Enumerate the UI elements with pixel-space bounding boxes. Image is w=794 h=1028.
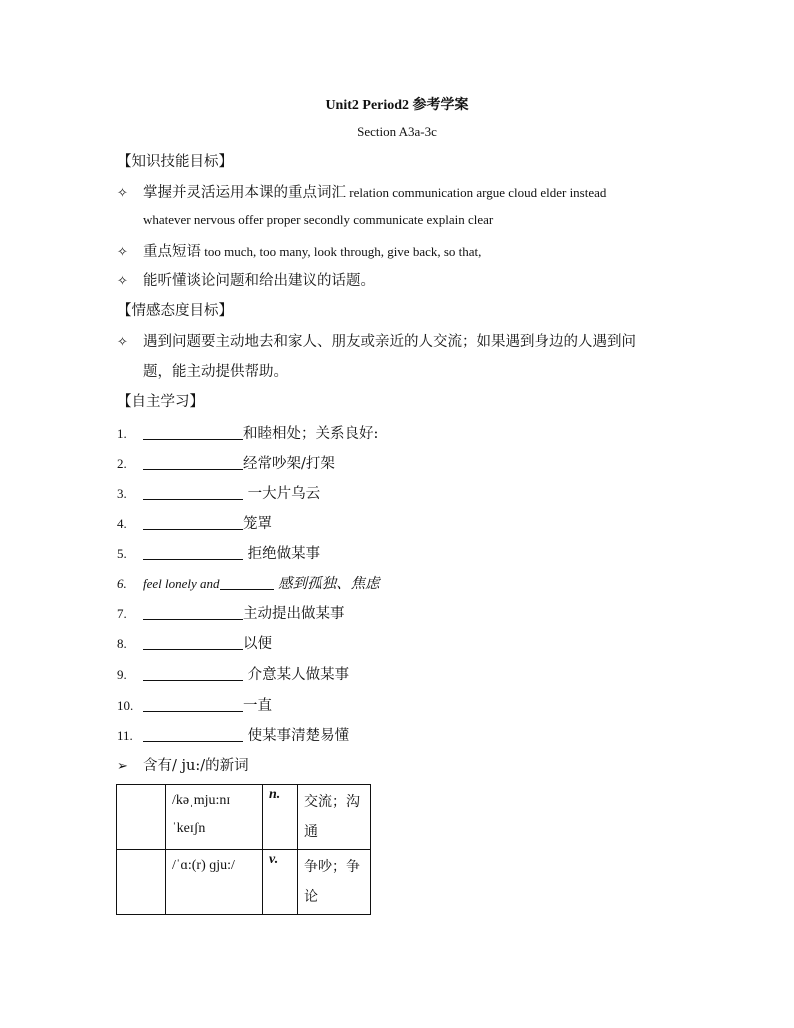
- item-text: 一直: [243, 698, 272, 714]
- pos-cell: v.: [263, 850, 298, 915]
- answer-blank[interactable]: [143, 635, 243, 650]
- answer-blank[interactable]: [143, 515, 243, 530]
- study-item-9: [117, 663, 349, 684]
- item-text: 感到孤独、焦虑: [273, 576, 380, 592]
- pos-cell: n.: [263, 785, 298, 850]
- study-item-2: [117, 452, 335, 473]
- word-cell[interactable]: [117, 850, 166, 915]
- answer-blank[interactable]: [143, 666, 243, 681]
- study-item-7: [117, 602, 345, 623]
- diamond-bullet-icon: ✧: [117, 274, 128, 289]
- answer-blank[interactable]: [143, 697, 243, 712]
- new-words-label: 含有/ ju:/的新词: [143, 758, 249, 774]
- item-number: 10.: [117, 698, 134, 713]
- item-text: 笼罩: [243, 516, 272, 532]
- study-item-4: [117, 512, 272, 533]
- study-item-8: [117, 632, 272, 653]
- item-number: 7.: [117, 606, 127, 621]
- meaning-cell: 争吵；争论: [298, 850, 371, 915]
- item-number: 6.: [117, 576, 127, 591]
- answer-blank[interactable]: [143, 727, 243, 742]
- knowledge-bullet-2: [117, 240, 481, 261]
- answer-blank[interactable]: [143, 485, 243, 500]
- knowledge-bullet-1-continued: whatever nervous offer proper secondly communicate explain clear: [143, 212, 494, 227]
- word-cell[interactable]: [117, 785, 166, 850]
- answer-blank[interactable]: [143, 545, 243, 560]
- table-row: [117, 785, 371, 850]
- answer-blank[interactable]: [143, 605, 243, 620]
- study-item-1: [117, 422, 378, 443]
- knowledge-bullet-2-cn: 重点短语: [143, 244, 201, 260]
- answer-blank[interactable]: [143, 455, 243, 470]
- arrow-bullet-icon: ➢: [117, 759, 128, 774]
- item-number: 9.: [117, 667, 127, 682]
- item-number: 4.: [117, 516, 127, 531]
- study-heading: 【自主学习】: [117, 394, 204, 410]
- diamond-bullet-icon: ✧: [117, 245, 128, 260]
- item-number: 11.: [117, 728, 133, 743]
- item-number: 5.: [117, 546, 127, 561]
- item-text: 使某事清楚易懂: [243, 728, 350, 744]
- phonetic-cell: /kəˌmju:nɪˈkeɪʃn: [166, 785, 263, 850]
- item-text: 以便: [243, 636, 272, 652]
- item-text: 介意某人做某事: [243, 667, 350, 683]
- knowledge-bullet-2-en: too much, too many, look through, give back, so that,: [201, 244, 482, 259]
- page-subtitle: Section A3a-3c: [357, 124, 437, 139]
- study-item-11: [117, 724, 349, 745]
- study-item-6: [117, 572, 380, 593]
- item-number: 8.: [117, 636, 127, 651]
- item-text: 经常吵架/打架: [243, 456, 335, 472]
- new-words-label-line: [117, 754, 249, 775]
- answer-blank[interactable]: [220, 575, 274, 590]
- item-text: 主动提出做某事: [243, 606, 345, 622]
- study-item-10: [117, 694, 272, 715]
- knowledge-bullet-1-en: relation communication argue cloud elder instead: [346, 185, 607, 200]
- vocab-table: [116, 784, 371, 915]
- knowledge-bullet-3-text: 能听懂谈论问题和给出建议的话题。: [143, 273, 375, 289]
- knowledge-bullet-3: [117, 269, 375, 290]
- knowledge-heading: 【知识技能目标】: [117, 154, 233, 170]
- table-row: [117, 850, 371, 915]
- item-prefix: feel lonely and: [143, 576, 220, 591]
- item-number: 3.: [117, 486, 127, 501]
- study-item-3: [117, 482, 320, 503]
- knowledge-bullet-1: [117, 181, 606, 202]
- attitude-heading: 【情感态度目标】: [117, 303, 233, 319]
- attitude-bullet-1-text: 遇到问题要主动地去和家人、朋友或亲近的人交流；如果遇到身边的人遇到问: [143, 334, 636, 350]
- attitude-bullet-1: [117, 330, 636, 351]
- phonetic-cell: /ˈɑ:(r) ɡju:/: [166, 850, 263, 915]
- meaning-cell: 交流；沟通: [298, 785, 371, 850]
- study-item-5: [117, 542, 320, 563]
- attitude-bullet-1-continued: 题，能主动提供帮助。: [143, 364, 288, 380]
- diamond-bullet-icon: ✧: [117, 186, 128, 201]
- item-number: 1.: [117, 426, 127, 441]
- knowledge-bullet-1-cn: 掌握并灵活运用本课的重点词汇: [143, 185, 346, 201]
- item-text: 一大片乌云: [243, 486, 321, 502]
- answer-blank[interactable]: [143, 425, 243, 440]
- item-text: 和睦相处；关系良好:: [243, 426, 379, 442]
- item-number: 2.: [117, 456, 127, 471]
- diamond-bullet-icon: ✧: [117, 335, 128, 350]
- page-title: Unit2 Period2 参考学案: [325, 98, 469, 113]
- item-text: 拒绝做某事: [243, 546, 321, 562]
